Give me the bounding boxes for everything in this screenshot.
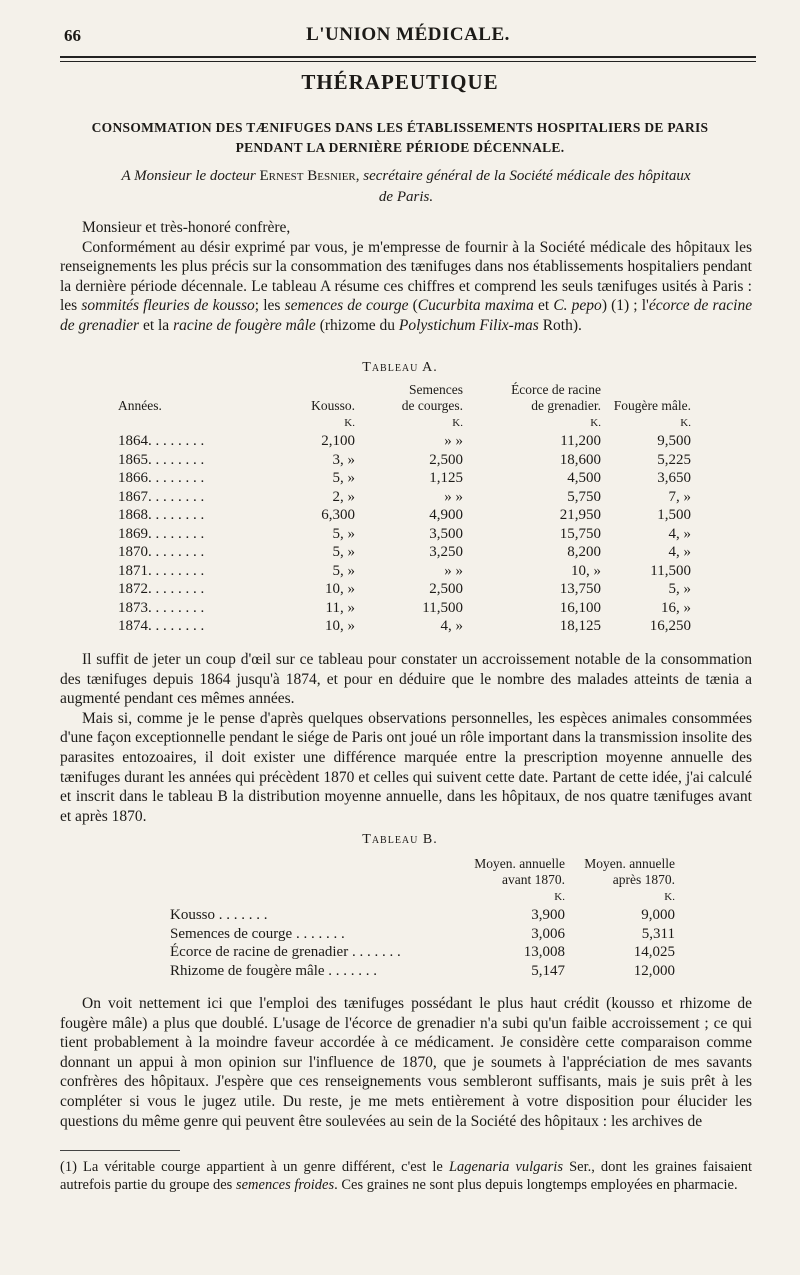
- table-row: [118, 562, 691, 581]
- cell-courges: 4, »: [440, 618, 463, 635]
- cell-kousso: 10, »: [325, 581, 355, 598]
- col-after-1870: Moyen. annuelle après 1870.: [584, 856, 675, 887]
- cell-after: 14,025: [633, 944, 675, 961]
- cell-courges: 4,900: [429, 507, 463, 524]
- article-title-line1: CONSOMMATION DES TÆNIFUGES DANS LES ÉTABLISSEMENTS HOSPITALIERS DE PARIS: [91, 120, 709, 135]
- cell-before: 5,147: [531, 962, 565, 979]
- dedication: [60, 166, 752, 208]
- cell-grenadier: 5,750: [567, 488, 601, 505]
- cell-courges: » »: [444, 433, 463, 450]
- col-years: Années.: [118, 398, 162, 413]
- cell-courges: 11,500: [422, 599, 463, 616]
- cell-fougere: 5,225: [657, 451, 691, 468]
- cell-courges: » »: [444, 488, 463, 505]
- cell-kousso: 5, »: [332, 544, 355, 561]
- unit-label: K.: [344, 417, 355, 430]
- cell-after: 9,000: [641, 907, 675, 924]
- cell-year: 1867. . . . . . . .: [118, 488, 205, 505]
- cell-courges: 1,125: [429, 470, 463, 487]
- cell-grenadier: 11,200: [560, 433, 601, 450]
- leader-dots: . . . . . . . .: [148, 433, 205, 450]
- section-title: THÉRAPEUTIQUE: [301, 70, 499, 94]
- paragraph-2: Il suffit de jeter un coup d'œil sur ce tableau pour constater un accroissement notable de la consommation des tænifuges depuis 1864 jusqu'à 1874, et pour en déduire que le nombre des malades atteints de tænia a augmenté pendant ces mêmes années.: [60, 651, 752, 708]
- cell-kousso: 2, »: [332, 488, 355, 505]
- leader-dots: . . . . . . . .: [148, 544, 205, 561]
- cell-before: 3,900: [531, 907, 565, 924]
- paragraph-3: Mais si, comme je le pense d'après quelques observations personnelles, les espèces animales consommées d'une façon exceptionnelle pendant le siége de Paris ont joué un rôle important dans la transmission insolite des parasites entozoaires, il doit exister une différence marquée entre la prescription moyenne annuelle des tænifuges durant les années qui précèdent 1870 et celles qui suivent cette date. Partant de cette idée, j'ai calculé et inscrit dans le tableau B la distribution moyenne annuelle, dans les hôpitaux, de nos quatre tænifuges avant et après 1870.: [60, 709, 752, 825]
- cell-kousso: 5, »: [332, 525, 355, 542]
- cell-fougere: 11,500: [650, 562, 691, 579]
- cell-year: 1865. . . . . . . .: [118, 451, 205, 468]
- leader-dots: . . . . . . .: [348, 944, 401, 961]
- leader-dots: . . . . . . .: [215, 907, 268, 924]
- cell-kousso: 3, »: [332, 451, 355, 468]
- cell-grenadier: 8,200: [567, 544, 601, 561]
- cell-kousso: 5, »: [332, 470, 355, 487]
- footnote-rule: [60, 1150, 180, 1151]
- col-fougere: Fougère mâle.: [613, 398, 691, 413]
- leader-dots: . . . . . . .: [292, 925, 345, 942]
- opening-text: [60, 218, 752, 336]
- paragraph-1: Conformément au désir exprimé par vous, je m'empresse de fournir à la Société médicale des hôpitaux les renseignements les plus précis sur la consommation des tænifuges dans nos établissements hospitaliers pendant la dernière période décennale. Le tableau A résume ces chiffres et comprend les seuls tænifuges usités à Paris : les sommités fleuries de kousso; les semences de courge (Cucurbita maxima et C. pepo) (1) ; l'écorce de racine de grenadier et la racine de fougère mâle (rhizome du Polystichum Filix-mas Roth).: [60, 238, 753, 334]
- table-a: [118, 382, 691, 636]
- cell-fougere: 4, »: [668, 525, 691, 542]
- leader-dots: . . . . . . . .: [148, 507, 205, 524]
- col-courges: Semences de courges.: [401, 382, 463, 413]
- salutation: Monsieur et très-honoré confrère,: [82, 219, 291, 236]
- cell-label: Rhizome de fougère mâle . . . . . . .: [170, 962, 378, 979]
- leader-dots: . . . . . . .: [324, 962, 378, 979]
- dedication-city: de Paris.: [378, 189, 434, 205]
- cell-fougere: 16,250: [649, 618, 691, 635]
- table-row: [118, 451, 691, 470]
- cell-grenadier: 15,750: [559, 525, 601, 542]
- cell-fougere: 1,500: [657, 507, 691, 524]
- cell-grenadier: 18,125: [559, 618, 601, 635]
- leader-dots: . . . . . . . .: [148, 470, 205, 487]
- table-row: [170, 962, 675, 981]
- unit-label: K.: [664, 891, 675, 904]
- table-b-caption: Tableau B.: [362, 832, 438, 847]
- cell-fougere: 7, »: [668, 488, 691, 505]
- cell-year: 1866. . . . . . . .: [118, 470, 205, 487]
- table-row: [118, 433, 691, 452]
- cell-year: 1874. . . . . . . .: [118, 618, 205, 635]
- table-row: [118, 488, 691, 507]
- table-row: [118, 470, 691, 489]
- cell-courges: 3,250: [429, 544, 463, 561]
- cell-courges: 2,500: [429, 581, 463, 598]
- cell-before: 3,006: [531, 925, 565, 942]
- header-rule-thin: [60, 61, 756, 62]
- table-a-caption: Tableau A.: [362, 360, 438, 375]
- running-head: [60, 20, 756, 54]
- unit-label: K.: [452, 417, 463, 430]
- cell-courges: » »: [444, 562, 463, 579]
- table-row: [170, 944, 675, 963]
- cell-grenadier: 18,600: [559, 451, 601, 468]
- cell-after: 5,311: [641, 925, 675, 942]
- cell-kousso: 6,300: [321, 507, 355, 524]
- col-kousso: Kousso.: [311, 398, 355, 413]
- article-title: [60, 118, 740, 158]
- cell-courges: 3,500: [429, 525, 463, 542]
- cell-kousso: 5, »: [332, 562, 355, 579]
- leader-dots: . . . . . . . .: [148, 581, 205, 598]
- table-b: [170, 856, 675, 981]
- middle-text: [60, 650, 752, 826]
- cell-grenadier: 13,750: [559, 581, 601, 598]
- table-row: [118, 525, 691, 544]
- leader-dots: . . . . . . . .: [148, 599, 205, 616]
- table-row: [118, 544, 691, 563]
- leader-dots: . . . . . . . .: [148, 618, 205, 635]
- cell-grenadier: 16,100: [559, 599, 601, 616]
- cell-year: 1868. . . . . . . .: [118, 507, 205, 524]
- cell-year: 1872. . . . . . . .: [118, 581, 205, 598]
- leader-dots: . . . . . . . .: [148, 525, 205, 542]
- article-title-line2: PENDANT LA DERNIÈRE PÉRIODE DÉCENNALE.: [235, 140, 565, 155]
- cell-courges: 2,500: [429, 451, 463, 468]
- table-row: [118, 599, 691, 618]
- dedication-name: Ernest Besnier,: [259, 168, 360, 184]
- cell-after: 12,000: [633, 962, 675, 979]
- cell-year: 1873. . . . . . . .: [118, 599, 205, 616]
- cell-label: Semences de courge . . . . . . .: [170, 925, 345, 942]
- cell-kousso: 11, »: [325, 599, 355, 616]
- page-number: 66: [64, 26, 81, 45]
- cell-label: Écorce de racine de grenadier . . . . . . .: [170, 944, 401, 961]
- leader-dots: . . . . . . . .: [148, 451, 205, 468]
- header-rule: [60, 56, 756, 58]
- cell-fougere: 3,650: [657, 470, 691, 487]
- dedication-prefix: A Monsieur le docteur: [121, 168, 256, 184]
- cell-fougere: 9,500: [657, 433, 691, 450]
- table-row: [118, 581, 691, 600]
- cell-year: 1869. . . . . . . .: [118, 525, 205, 542]
- closing-text: [60, 994, 752, 1131]
- cell-grenadier: 10, »: [571, 562, 601, 579]
- cell-kousso: 10, »: [325, 618, 355, 635]
- table-row: [170, 907, 675, 926]
- cell-grenadier: 4,500: [567, 470, 601, 487]
- cell-label: Kousso . . . . . . .: [170, 907, 268, 924]
- cell-year: 1864. . . . . . . .: [118, 433, 205, 450]
- leader-dots: . . . . . . . .: [148, 562, 205, 579]
- paragraph-4: On voit nettement ici que l'emploi des tænifuges possédant le plus haut crédit (kousso et rhizome de fougère mâle) a plus que doublé. L'usage de l'écorce de grenadier n'a subi qu'un faible accroissement ; ce qui tient probablement à la moindre faveur accordée à ce médicament. Je considère cette comparaison comme donnant un appui à mon opinion sur l'influence de 1870, que je soumets à l'appréciation de mes savants confrères des hôpitaux. J'espère que ces renseignements vous sembleront suffisants, mais je suis prêt à les compléter si vous le jugez utile. Du reste, je me mets entièrement à votre disposition pour élucider les questions du même genre qui peuvent être soulevées au sein de la Société des hôpitaux : les archives de: [60, 995, 752, 1130]
- leader-dots: . . . . . . . .: [148, 488, 205, 505]
- cell-year: 1871. . . . . . . .: [118, 562, 205, 579]
- cell-grenadier: 21,950: [559, 507, 601, 524]
- unit-label: K.: [590, 417, 601, 430]
- cell-year: 1870. . . . . . . .: [118, 544, 205, 561]
- table-row: [118, 618, 691, 637]
- unit-label: K.: [680, 417, 691, 430]
- cell-fougere: 5, »: [668, 581, 691, 598]
- table-row: [170, 925, 675, 944]
- col-grenadier: Écorce de racine de grenadier.: [511, 382, 601, 413]
- cell-fougere: 4, »: [668, 544, 691, 561]
- footnote: (1) La véritable courge appartient à un genre différent, c'est le Lagenaria vulgaris Ser., dont les graines faisaient autrefois partie du groupe des semences froides. Ces graines ne sont plus depuis longtemps employées en pharmacie.: [60, 1159, 753, 1193]
- cell-fougere: 16, »: [661, 599, 691, 616]
- unit-label: K.: [554, 891, 565, 904]
- cell-before: 13,008: [523, 944, 565, 961]
- dedication-role: secrétaire général de la Société médicale des hôpitaux: [363, 168, 691, 184]
- cell-kousso: 2,100: [321, 433, 355, 450]
- table-row: [118, 507, 691, 526]
- col-before-1870: Moyen. annuelle avant 1870.: [474, 856, 565, 887]
- journal-title: L'UNION MÉDICALE.: [306, 24, 510, 45]
